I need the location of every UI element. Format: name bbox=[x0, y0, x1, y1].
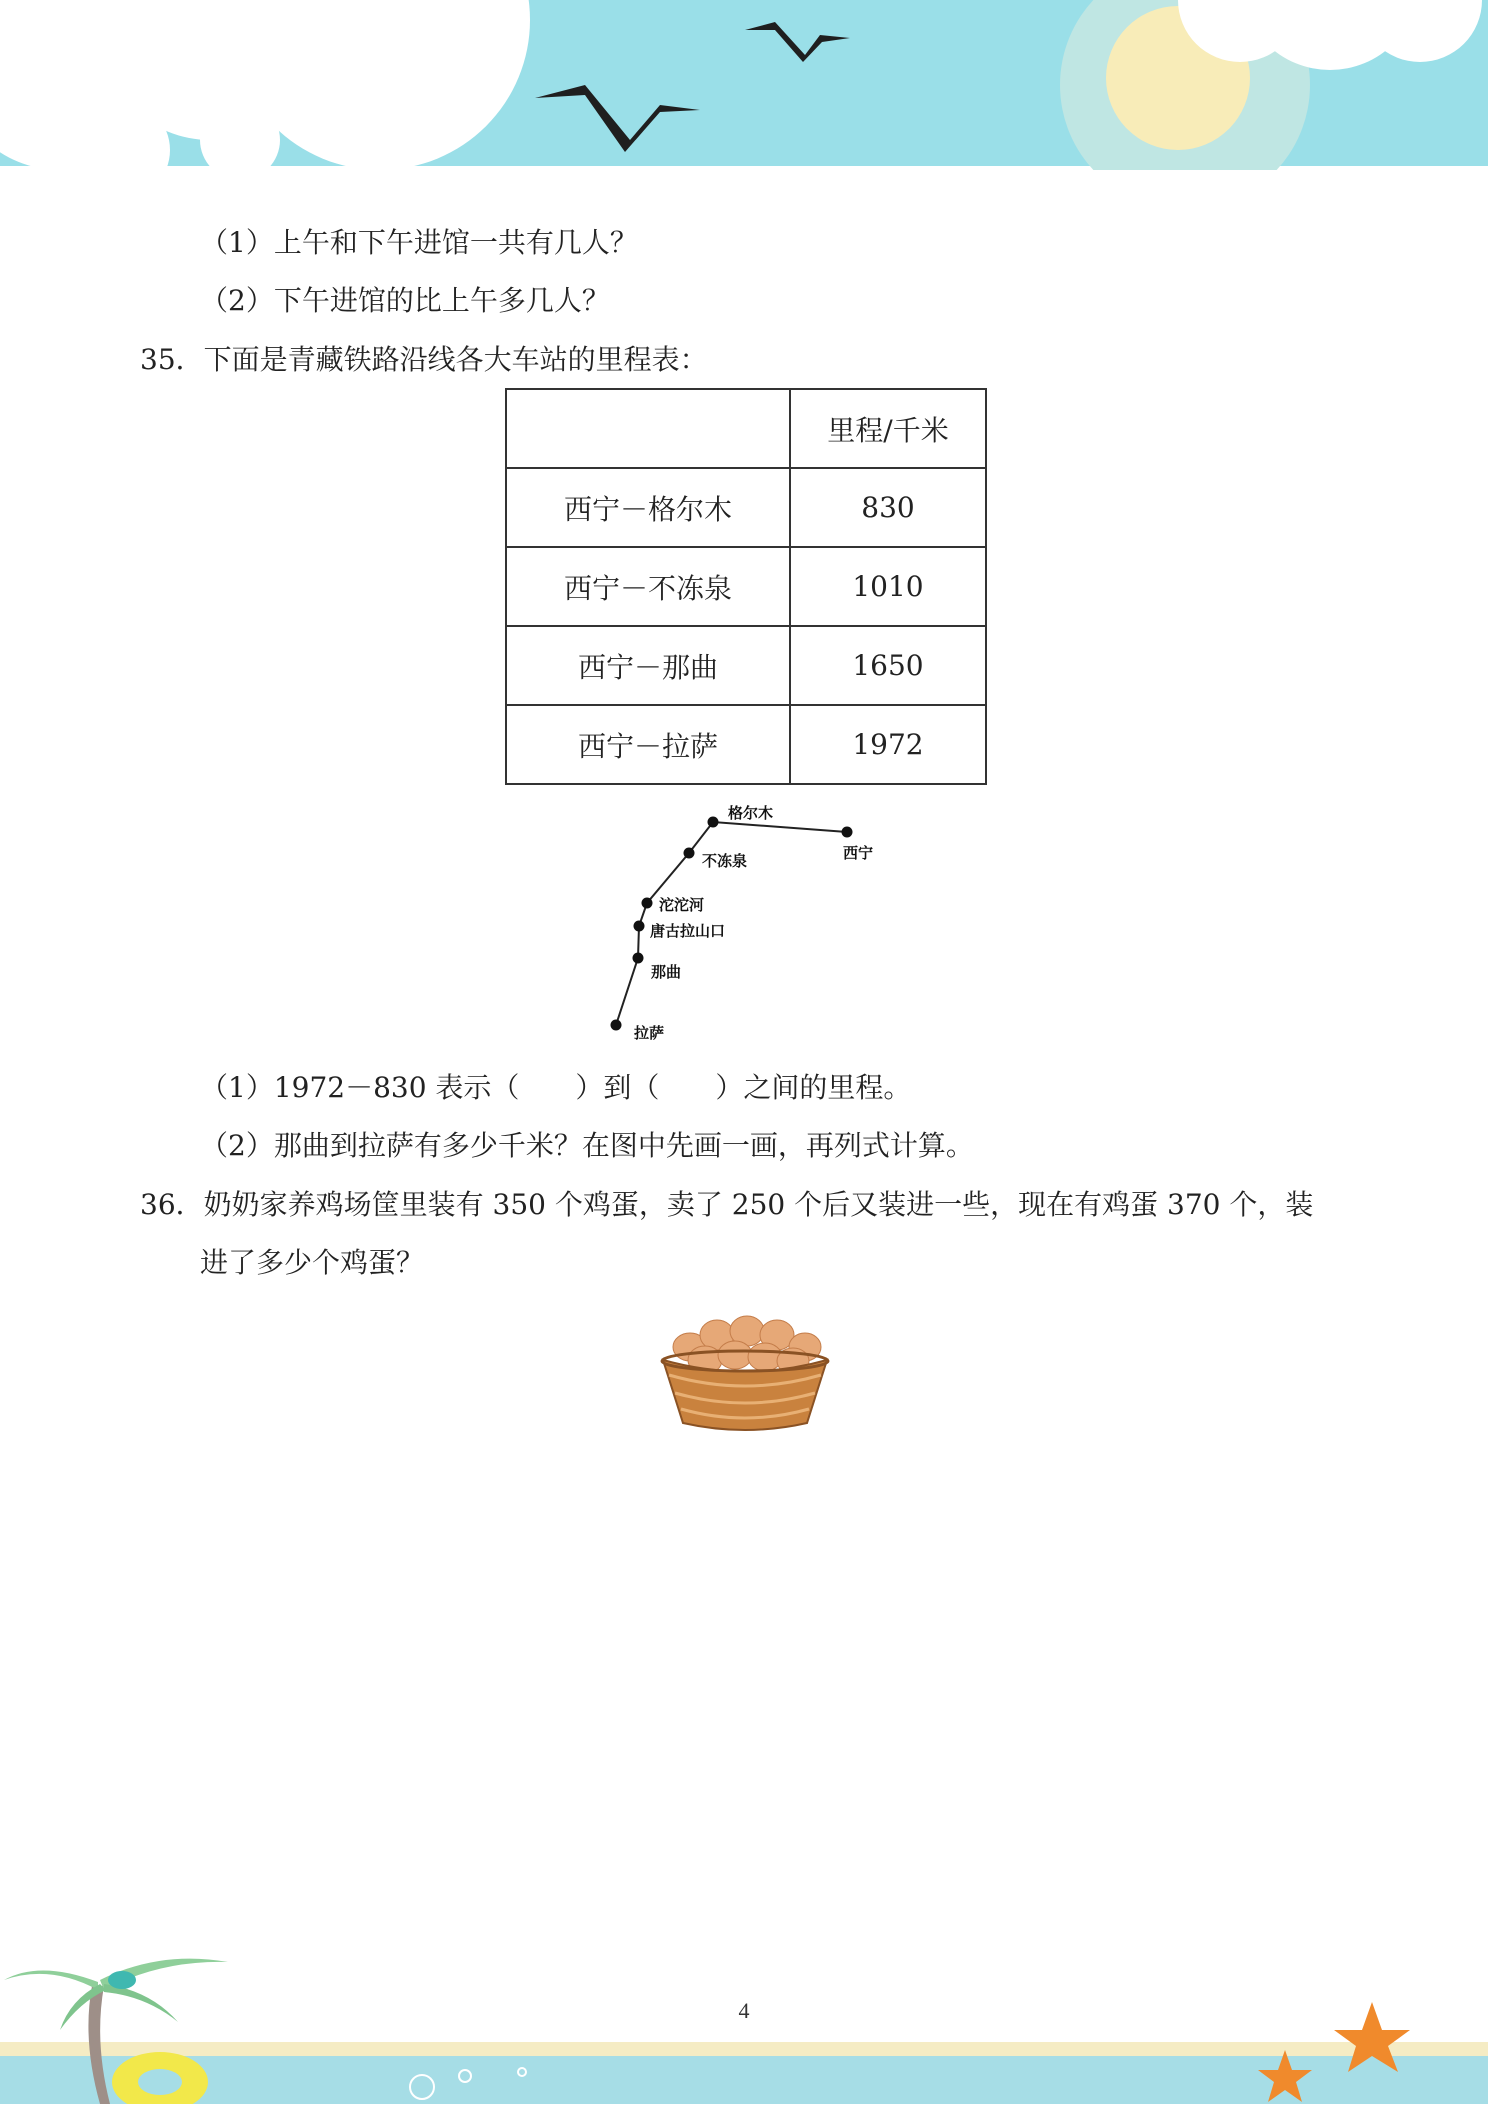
q36-text-line1: 奶奶家养鸡场筐里装有 350 个鸡蛋，卖了 250 个后又装进一些，现在有鸡蛋 370 个，装 bbox=[203, 1188, 1314, 1221]
route-cell: 西宁－格尔木 bbox=[506, 468, 790, 547]
page-number: 4 bbox=[738, 1998, 750, 2023]
table-row bbox=[506, 626, 986, 705]
q35-sub2: （2）那曲到拉萨有多少千米？在图中先画一画，再列式计算。 bbox=[200, 1129, 974, 1162]
table-header-cell: 里程/千米 bbox=[790, 389, 986, 468]
distance-cell: 1010 bbox=[790, 547, 986, 626]
distance-cell: 1972 bbox=[790, 705, 986, 784]
table-row bbox=[506, 547, 986, 626]
table-header-row bbox=[506, 389, 986, 468]
station-dot-naqu bbox=[633, 953, 644, 964]
station-label-xining: 西宁 bbox=[843, 844, 874, 862]
station-label-geermu: 格尔木 bbox=[728, 804, 774, 822]
table-row bbox=[506, 705, 986, 784]
route-cell: 西宁－不冻泉 bbox=[506, 547, 790, 626]
distance-cell: 830 bbox=[790, 468, 986, 547]
station-dot-geermu bbox=[708, 817, 719, 828]
q35-sub1: （1）1972－830 表示（ ）到（ ）之间的里程。 bbox=[200, 1071, 912, 1104]
station-dot-xining bbox=[842, 827, 853, 838]
q35-stem bbox=[140, 342, 708, 378]
header-decoration bbox=[0, 0, 1488, 170]
station-dot-tuotuohe bbox=[642, 898, 653, 909]
station-dot-lasa bbox=[611, 1020, 622, 1031]
q34-sub1: （1）上午和下午进馆一共有几人？ bbox=[200, 226, 638, 259]
route-cell: 西宁－拉萨 bbox=[506, 705, 790, 784]
station-dot-tanggula bbox=[634, 921, 645, 932]
q35-number: 35． bbox=[140, 343, 204, 376]
station-label-naqu: 那曲 bbox=[651, 963, 682, 981]
distance-cell: 1650 bbox=[790, 626, 986, 705]
station-label-budongquan: 不冻泉 bbox=[702, 852, 748, 870]
egg-basket-image bbox=[655, 1305, 835, 1435]
q35-text: 下面是青藏铁路沿线各大车站的里程表： bbox=[203, 343, 708, 376]
q34-sub2: （2）下午进馆的比上午多几人？ bbox=[200, 284, 610, 317]
footer-decoration bbox=[0, 1930, 1488, 2104]
station-dot-budongquan bbox=[684, 848, 695, 859]
table-row bbox=[506, 468, 986, 547]
station-label-tanggula: 唐古拉山口 bbox=[650, 922, 726, 940]
table-header-cell bbox=[506, 389, 790, 468]
station-label-tuotuohe: 沱沱河 bbox=[659, 896, 705, 914]
q36-number: 36． bbox=[140, 1188, 204, 1221]
q36-text-line2: 进了多少个鸡蛋？ bbox=[200, 1246, 425, 1279]
route-cell: 西宁－那曲 bbox=[506, 626, 790, 705]
station-label-lasa: 拉萨 bbox=[634, 1024, 665, 1042]
railway-route-map bbox=[590, 800, 890, 1050]
q36-stem bbox=[140, 1187, 1313, 1223]
mileage-table bbox=[505, 388, 987, 785]
